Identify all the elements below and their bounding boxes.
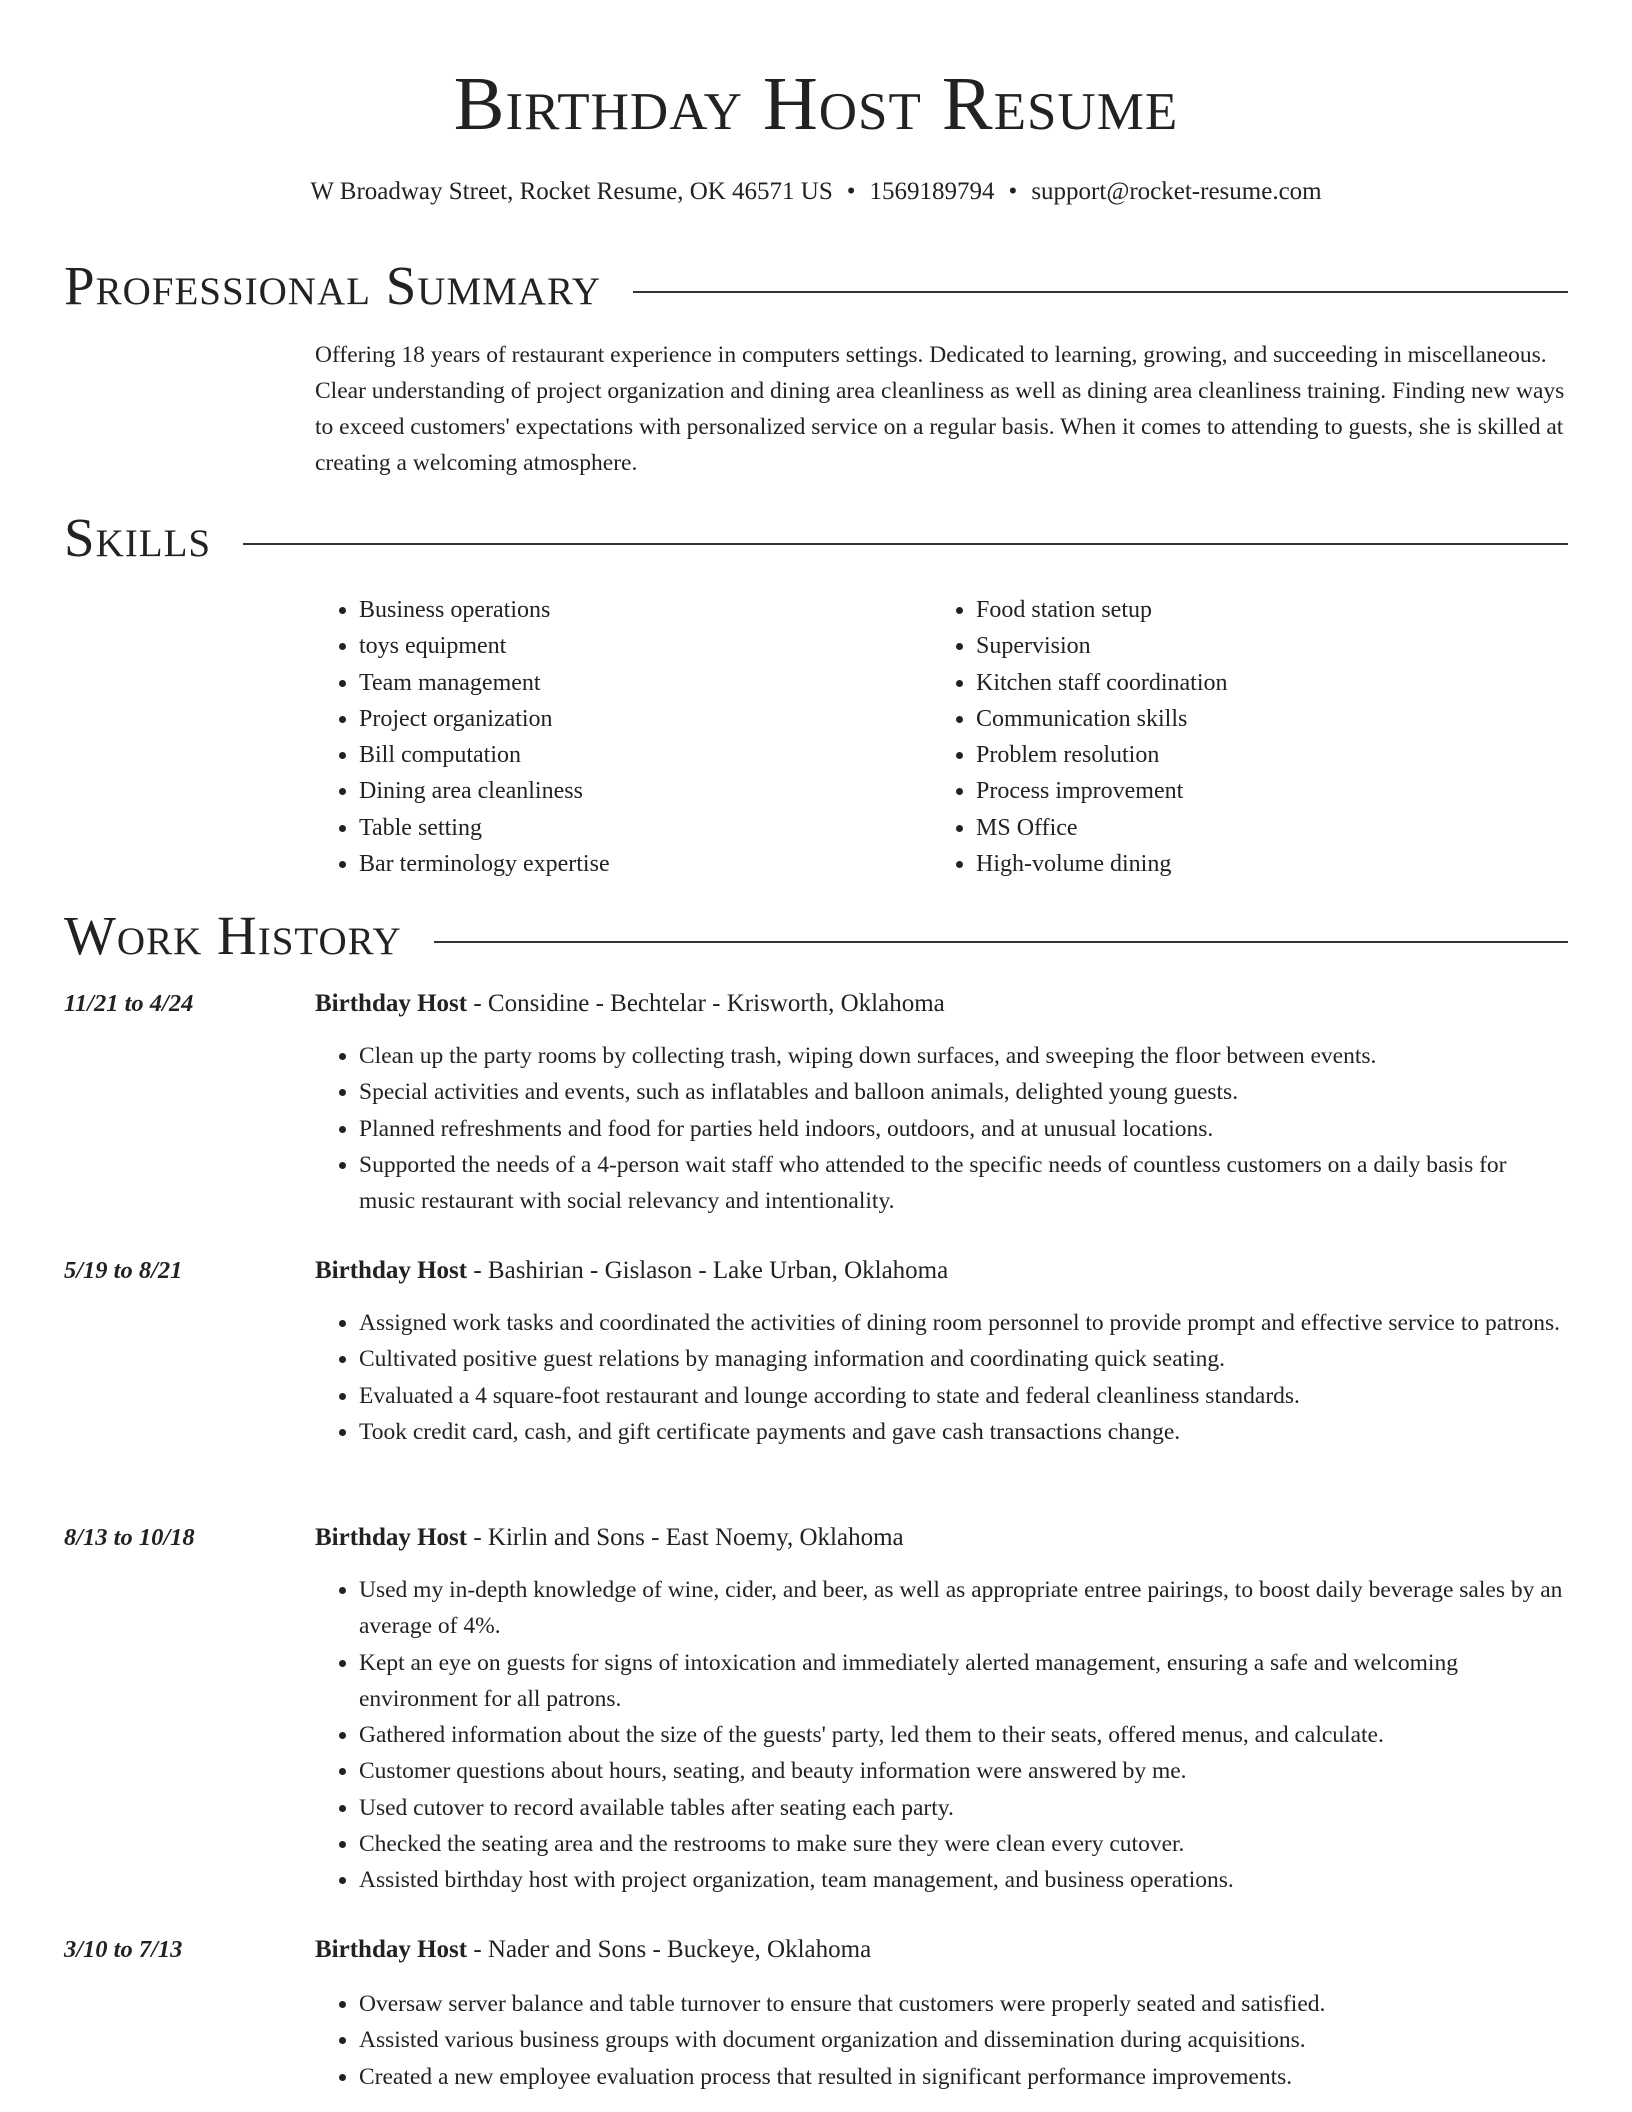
job-bullets bbox=[315, 1305, 1568, 1450]
job-role: Birthday Host bbox=[315, 1257, 468, 1284]
job-bullet: • Oversaw server balance and table turnover to ensure that customers were properly seated and satisfied. bbox=[359, 1986, 1568, 2022]
skill-item: • Supervision bbox=[976, 628, 1549, 664]
resume-title: Birthday Host Resume bbox=[453, 62, 1179, 146]
skill-item: • toys equipment bbox=[359, 628, 932, 664]
job-header bbox=[315, 986, 945, 1022]
contact-address: W Broadway Street, Rocket Resume, OK 46571 US bbox=[310, 178, 833, 205]
job-bullets bbox=[315, 1572, 1568, 1899]
job-bullet: • Assigned work tasks and coordinated the activities of dining room personnel to provide prompt and effective service to patrons. bbox=[359, 1305, 1568, 1341]
job-bullet: • Customer questions about hours, seating, and beauty information were answered by me. bbox=[359, 1753, 1568, 1789]
skill-item: • Table setting bbox=[359, 810, 932, 846]
job-header bbox=[315, 1520, 904, 1556]
skill-item: • Problem resolution bbox=[976, 737, 1549, 773]
job-bullet: • Assisted birthday host with project organization, team management, and business operations. bbox=[359, 1862, 1568, 1898]
job-employer: - Considine - Bechtelar - Krisworth, Oklahoma bbox=[467, 990, 945, 1017]
job-employer: - Kirlin and Sons - East Noemy, Oklahoma bbox=[467, 1524, 904, 1551]
job-bullet: • Cultivated positive guest relations by managing information and coordinating quick seating. bbox=[359, 1341, 1568, 1377]
job-bullet: • Assisted various business groups with document organization and dissemination during acquisitions. bbox=[359, 2022, 1568, 2058]
job-bullet: • Created a new employee evaluation process that resulted in significant performance improvements. bbox=[359, 2059, 1568, 2095]
job-bullet: • Checked the seating area and the restrooms to make sure they were clean every cutover. bbox=[359, 1826, 1568, 1862]
skill-item: • Business operations bbox=[359, 592, 932, 628]
job-bullet: • Used my in-depth knowledge of wine, cider, and beer, as well as appropriate entree pairings, to boost daily beverage sales by an average of 4%. bbox=[359, 1572, 1568, 1645]
skill-item: • Bar terminology expertise bbox=[359, 846, 932, 882]
job-role: Birthday Host bbox=[315, 1524, 468, 1551]
job-bullets bbox=[315, 1986, 1568, 2095]
skill-item: • Team management bbox=[359, 665, 932, 701]
skill-item: • Project organization bbox=[359, 701, 932, 737]
skill-item: • Bill computation bbox=[359, 737, 932, 773]
job-dates: 11/21 to 4/24 bbox=[64, 990, 194, 1017]
job-dates: 3/10 to 7/13 bbox=[64, 1936, 183, 1963]
skills-heading: Skills bbox=[64, 507, 212, 568]
job-role: Birthday Host bbox=[315, 1936, 468, 1963]
summary-section-header bbox=[64, 256, 1568, 316]
job-bullet: • Used cutover to record available tables after seating each party. bbox=[359, 1790, 1568, 1826]
job-bullet: • Evaluated a 4 square-foot restaurant and lounge according to state and federal cleanliness standards. bbox=[359, 1378, 1568, 1414]
job-employer: - Nader and Sons - Buckeye, Oklahoma bbox=[467, 1936, 872, 1963]
skill-item: • Process improvement bbox=[976, 773, 1549, 809]
job-header bbox=[315, 1932, 871, 1968]
skill-item: • Kitchen staff coordination bbox=[976, 665, 1549, 701]
job-dates: 8/13 to 10/18 bbox=[64, 1524, 195, 1551]
work-section-header bbox=[64, 906, 1568, 966]
skill-item: • Dining area cleanliness bbox=[359, 773, 932, 809]
job-bullet: • Special activities and events, such as inflatables and balloon animals, delighted young guests. bbox=[359, 1074, 1568, 1110]
job-employer: - Bashirian - Gislason - Lake Urban, Oklahoma bbox=[467, 1257, 949, 1284]
skills-list bbox=[315, 592, 1568, 882]
section-divider bbox=[243, 543, 1568, 545]
skill-item: • MS Office bbox=[976, 810, 1549, 846]
job-bullet: • Planned refreshments and food for parties held indoors, outdoors, and at unusual locations. bbox=[359, 1111, 1568, 1147]
job-header bbox=[315, 1253, 948, 1289]
job-bullets bbox=[315, 1038, 1568, 1219]
summary-text: Offering 18 years of restaurant experience in computers settings. Dedicated to learning, growing, and succeeding in miscellaneous. Clear understanding of project organization and dining area cleanliness as well as dining area cleanliness training. Finding new ways to exceed customers' expectations with personalized service on a regular basis. When it comes to attending to guests, she is skilled at creating a welcoming atmosphere. bbox=[315, 342, 1565, 476]
skill-item: • Food station setup bbox=[976, 592, 1549, 628]
job-bullet: • Kept an eye on guests for signs of intoxication and immediately alerted management, ensuring a safe and welcoming environment for all patrons. bbox=[359, 1645, 1568, 1718]
job-bullet: • Supported the needs of a 4-person wait staff who attended to the specific needs of countless customers on a daily basis for music restaurant with social relevancy and intentionality. bbox=[359, 1147, 1568, 1220]
skill-item: • High-volume dining bbox=[976, 846, 1549, 882]
section-divider bbox=[633, 291, 1568, 293]
job-role: Birthday Host bbox=[315, 990, 468, 1017]
job-dates: 5/19 to 8/21 bbox=[64, 1257, 183, 1284]
summary-heading: Professional Summary bbox=[64, 255, 602, 316]
job-bullet: • Took credit card, cash, and gift certificate payments and gave cash transactions change. bbox=[359, 1414, 1568, 1450]
job-bullet: • Clean up the party rooms by collecting trash, wiping down surfaces, and sweeping the floor between events. bbox=[359, 1038, 1568, 1074]
skills-column-left bbox=[315, 592, 932, 882]
work-heading: Work History bbox=[64, 905, 402, 966]
contact-email: support@rocket-resume.com bbox=[1031, 178, 1322, 205]
section-divider bbox=[434, 941, 1568, 943]
skill-item: • Communication skills bbox=[976, 701, 1549, 737]
skills-section-header bbox=[64, 508, 1568, 568]
contact-separator: • bbox=[846, 178, 856, 205]
contact-separator: • bbox=[1008, 178, 1018, 205]
skills-column-right bbox=[932, 592, 1549, 882]
contact-phone: 1569189794 bbox=[869, 178, 995, 205]
contact-line bbox=[0, 176, 1632, 208]
job-bullet: • Gathered information about the size of the guests' party, led them to their seats, offered menus, and calculate. bbox=[359, 1717, 1568, 1753]
